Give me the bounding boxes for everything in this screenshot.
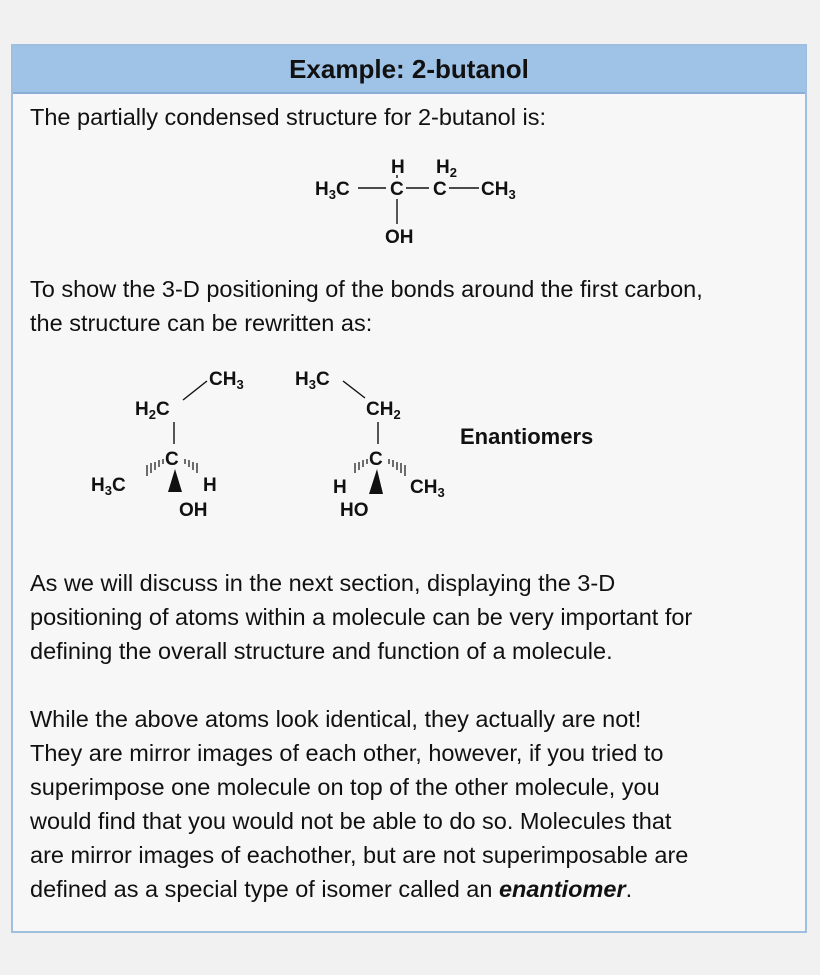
discussion-line-1: As we will discuss in the next section, displaying the 3-D (30, 570, 616, 596)
svg-text:HO: HO (340, 500, 369, 521)
enantiomer-line-6-end: . (625, 876, 633, 902)
svg-text:OH: OH (385, 227, 414, 248)
svg-text:H2: $H_2$ (436, 157, 457, 180)
discussion-line-2: positioning of atoms within a molecule can be very important for (30, 604, 693, 630)
svg-text:CH3: $CH_3$ (481, 179, 516, 202)
svg-text:CH3: $CH_3$ (410, 477, 445, 500)
svg-text:CH2: $CH_2$ (366, 399, 401, 422)
positioning-line-2: the structure can be rewritten as: (30, 310, 373, 336)
svg-text:C: C (390, 179, 404, 200)
svg-text:H3C: $H_3C$ (295, 369, 330, 392)
svg-text:H: H (333, 477, 347, 498)
positioning-line-1: To show the 3-D positioning of the bonds around the first carbon, (30, 276, 703, 302)
svg-text:CH3: $CH_3$ (209, 369, 244, 392)
svg-text:H2C: $H_2C$ (135, 399, 170, 422)
svg-text:C: C (165, 449, 179, 470)
right-enantiomer (295, 369, 445, 521)
svg-text:C: C (369, 449, 383, 470)
enantiomer-line-6: defined as a special type of isomer called an (30, 876, 499, 902)
left-enantiomer (91, 369, 244, 521)
svg-text:H3C: $H_3C$ (91, 475, 126, 498)
enantiomer-line-3: superimpose one molecule on top of the other molecule, you (30, 774, 660, 800)
enantiomer-line-5: are mirror images of eachother, but are not superimposable are (30, 842, 689, 868)
enantiomer-term: enantiomer (498, 876, 626, 902)
enantiomer-line-2: They are mirror images of each other, however, if you tried to (30, 740, 664, 766)
svg-text:H: H (391, 157, 405, 178)
discussion-line-3: defining the overall structure and function of a molecule. (30, 638, 613, 664)
svg-text:H: H (203, 475, 217, 496)
condensed-structure (315, 157, 516, 248)
intro-text: The partially condensed structure for 2-butanol is: (30, 104, 546, 130)
enantiomer-line-4: would find that you would not be able to do so. Molecules that (30, 808, 672, 834)
structure-diagrams (13, 46, 805, 931)
enantiomer-line-1: While the above atoms look identical, they actually are not! (30, 706, 642, 732)
card-title: Example: 2-butanol (289, 53, 529, 84)
example-card (11, 44, 807, 933)
enantiomers-label: Enantiomers (460, 424, 594, 449)
svg-text:H3C: $H_3C$ (315, 179, 350, 202)
svg-text:OH: OH (179, 500, 208, 521)
svg-text:C: C (433, 179, 447, 200)
